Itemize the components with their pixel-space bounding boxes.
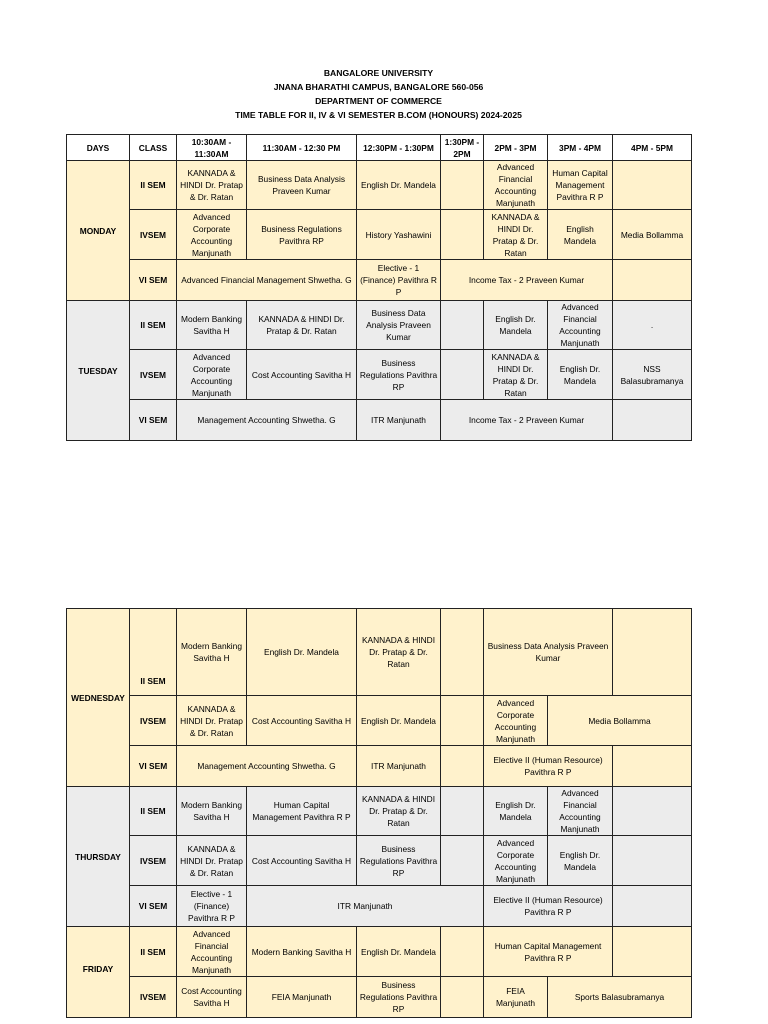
table-row <box>67 696 692 746</box>
header-class: CLASS <box>130 135 177 161</box>
schedule-cell: Income Tax - 2 Praveen Kumar <box>441 260 613 301</box>
schedule-cell: Business Data Analysis Praveen Kumar <box>357 301 441 350</box>
schedule-cell: NSS Balasubramanya <box>613 350 692 400</box>
table-row <box>67 836 692 886</box>
class-label: II SEM <box>130 161 177 210</box>
timetable-mon-tue <box>66 134 692 441</box>
schedule-cell: KANNADA & HINDI Dr. Pratap & Dr. Ratan <box>484 350 548 400</box>
schedule-cell: English Mandela <box>548 210 613 260</box>
header-slot: 3PM - 4PM <box>548 135 613 161</box>
schedule-cell: Advanced Corporate Accounting Manjunath <box>484 696 548 746</box>
header-slot: 2PM - 3PM <box>484 135 548 161</box>
class-label: VI SEM <box>130 400 177 441</box>
schedule-cell: ITR Manjunath <box>357 746 441 787</box>
class-label: VI SEM <box>130 746 177 787</box>
schedule-cell: Cost Accounting Savitha H <box>177 977 247 1018</box>
schedule-cell <box>613 836 692 886</box>
schedule-cell: Media Bollamma <box>548 696 692 746</box>
schedule-cell: FEIA Manjunath <box>484 977 548 1018</box>
schedule-cell: Advanced Financial Accounting Manjunath <box>484 161 548 210</box>
schedule-cell: Human Capital Management Pavithra R P <box>247 787 357 836</box>
table-row <box>67 301 692 350</box>
schedule-cell: Advanced Corporate Accounting Manjunath <box>177 210 247 260</box>
schedule-cell: FEIA Manjunath <box>247 977 357 1018</box>
day-label: THURSDAY <box>67 787 130 927</box>
schedule-cell: Business Regulations Pavithra RP <box>357 350 441 400</box>
table-row <box>67 927 692 977</box>
schedule-cell <box>613 609 692 696</box>
schedule-cell <box>441 161 484 210</box>
day-label: TUESDAY <box>67 301 130 441</box>
schedule-cell <box>441 787 484 836</box>
day-label: FRIDAY <box>67 927 130 1018</box>
table-row <box>67 787 692 836</box>
schedule-cell: Business Data Analysis Praveen Kumar <box>247 161 357 210</box>
department-name: DEPARTMENT OF COMMERCE <box>315 96 442 106</box>
schedule-cell: Business Regulations Pavithra RP <box>247 210 357 260</box>
header-slot: 11:30AM - 12:30 PM <box>247 135 357 161</box>
schedule-cell <box>613 260 692 301</box>
schedule-cell <box>613 746 692 787</box>
campus-address: JNANA BHARATHI CAMPUS, BANGALORE 560-056 <box>273 82 484 92</box>
schedule-cell: Advanced Financial Accounting Manjunath <box>548 787 613 836</box>
schedule-cell <box>613 400 692 441</box>
header-row <box>67 135 692 161</box>
day-label: MONDAY <box>67 161 130 301</box>
university-name: BANGALORE UNIVERSITY <box>323 68 434 78</box>
schedule-cell: English Dr. Mandela <box>357 696 441 746</box>
schedule-cell: KANNADA & HINDI Dr. Pratap & Dr. Ratan <box>357 609 441 696</box>
schedule-cell: Modern Banking Savitha H <box>177 301 247 350</box>
class-label: IVSEM <box>130 977 177 1018</box>
schedule-cell: Sports Balasubramanya <box>548 977 692 1018</box>
class-label: II SEM <box>130 927 177 977</box>
table-row <box>67 210 692 260</box>
class-label: VI SEM <box>130 260 177 301</box>
schedule-cell: Elective - 1 (Finance) Pavithra R P <box>357 260 441 301</box>
schedule-cell <box>441 350 484 400</box>
timetable-title: TIME TABLE FOR II, IV & VI SEMESTER B.COM (HONOURS) 2024-2025 <box>235 110 522 120</box>
schedule-cell: Management Accounting Shwetha. G <box>177 746 357 787</box>
schedule-cell: Advanced Corporate Accounting Manjunath <box>484 836 548 886</box>
timetable-heading <box>66 66 691 122</box>
schedule-cell: KANNADA & HINDI Dr. Pratap & Dr. Ratan <box>357 787 441 836</box>
schedule-cell: English Dr. Mandela <box>247 609 357 696</box>
schedule-cell <box>441 609 484 696</box>
schedule-cell: Modern Banking Savitha H <box>177 787 247 836</box>
schedule-cell: KANNADA & HINDI Dr. Pratap & Dr. Ratan <box>484 210 548 260</box>
schedule-cell <box>441 696 484 746</box>
table-row <box>67 886 692 927</box>
schedule-cell: English Dr. Mandela <box>484 787 548 836</box>
timetable-wed-fri <box>66 608 692 1018</box>
schedule-cell: English Dr. Mandela <box>357 927 441 977</box>
schedule-cell: KANNADA & HINDI Dr. Pratap & Dr. Ratan <box>177 161 247 210</box>
header-slot: 10:30AM - 11:30AM <box>177 135 247 161</box>
schedule-cell <box>441 836 484 886</box>
schedule-cell <box>613 161 692 210</box>
schedule-cell <box>613 927 692 977</box>
schedule-cell: ITR Manjunath <box>357 400 441 441</box>
schedule-cell: KANNADA & HINDI Dr. Pratap & Dr. Ratan <box>177 836 247 886</box>
schedule-cell: History Yashawini <box>357 210 441 260</box>
table-row <box>67 260 692 301</box>
schedule-cell: English Dr. Mandela <box>484 301 548 350</box>
schedule-cell: . <box>613 301 692 350</box>
schedule-cell: Human Capital Management Pavithra R P <box>484 927 613 977</box>
schedule-cell: Cost Accounting Savitha H <box>247 696 357 746</box>
table-row <box>67 609 692 696</box>
schedule-cell <box>441 977 484 1018</box>
schedule-cell: Elective II (Human Resource) Pavithra R P <box>484 886 613 927</box>
schedule-cell: Business Regulations Pavithra RP <box>357 836 441 886</box>
schedule-cell: English Dr. Mandela <box>548 350 613 400</box>
class-label: II SEM <box>130 301 177 350</box>
class-label: II SEM <box>130 787 177 836</box>
schedule-cell: Cost Accounting Savitha H <box>247 350 357 400</box>
schedule-cell: Management Accounting Shwetha. G <box>177 400 357 441</box>
day-label: WEDNESDAY <box>67 609 130 787</box>
class-label: IVSEM <box>130 350 177 400</box>
table-row <box>67 161 692 210</box>
class-label: IVSEM <box>130 836 177 886</box>
header-slot: 1:30PM - 2PM <box>441 135 484 161</box>
schedule-cell: Advanced Corporate Accounting Manjunath <box>177 350 247 400</box>
schedule-cell: KANNADA & HINDI Dr. Pratap & Dr. Ratan <box>247 301 357 350</box>
table-row <box>67 746 692 787</box>
schedule-cell: Advanced Financial Management Shwetha. G <box>177 260 357 301</box>
schedule-cell: Income Tax - 2 Praveen Kumar <box>441 400 613 441</box>
schedule-cell: Cost Accounting Savitha H <box>247 836 357 886</box>
schedule-cell: Elective II (Human Resource) Pavithra R P <box>484 746 613 787</box>
schedule-cell: English Dr. Mandela <box>357 161 441 210</box>
header-slot: 12:30PM - 1:30PM <box>357 135 441 161</box>
schedule-cell: Modern Banking Savitha H <box>177 609 247 696</box>
schedule-cell: Business Regulations Pavithra RP <box>357 977 441 1018</box>
table-row <box>67 400 692 441</box>
header-slot: 4PM - 5PM <box>613 135 692 161</box>
class-label: II SEM <box>130 609 177 696</box>
class-label: VI SEM <box>130 886 177 927</box>
table-row <box>67 977 692 1018</box>
schedule-cell <box>441 210 484 260</box>
schedule-cell: English Dr. Mandela <box>548 836 613 886</box>
schedule-cell <box>441 927 484 977</box>
schedule-cell: Business Data Analysis Praveen Kumar <box>484 609 613 696</box>
schedule-cell <box>613 886 692 927</box>
schedule-cell: Advanced Financial Accounting Manjunath <box>548 301 613 350</box>
class-label: IVSEM <box>130 210 177 260</box>
schedule-cell: Media Bollamma <box>613 210 692 260</box>
schedule-cell <box>441 301 484 350</box>
schedule-cell: Advanced Financial Accounting Manjunath <box>177 927 247 977</box>
schedule-cell <box>613 787 692 836</box>
schedule-cell: Elective - 1 (Finance) Pavithra R P <box>177 886 247 927</box>
schedule-cell: Human Capital Management Pavithra R P <box>548 161 613 210</box>
header-days: DAYS <box>67 135 130 161</box>
schedule-cell: ITR Manjunath <box>247 886 484 927</box>
schedule-cell <box>441 746 484 787</box>
schedule-cell: Modern Banking Savitha H <box>247 927 357 977</box>
schedule-cell: KANNADA & HINDI Dr. Pratap & Dr. Ratan <box>177 696 247 746</box>
class-label: IVSEM <box>130 696 177 746</box>
table-row <box>67 350 692 400</box>
